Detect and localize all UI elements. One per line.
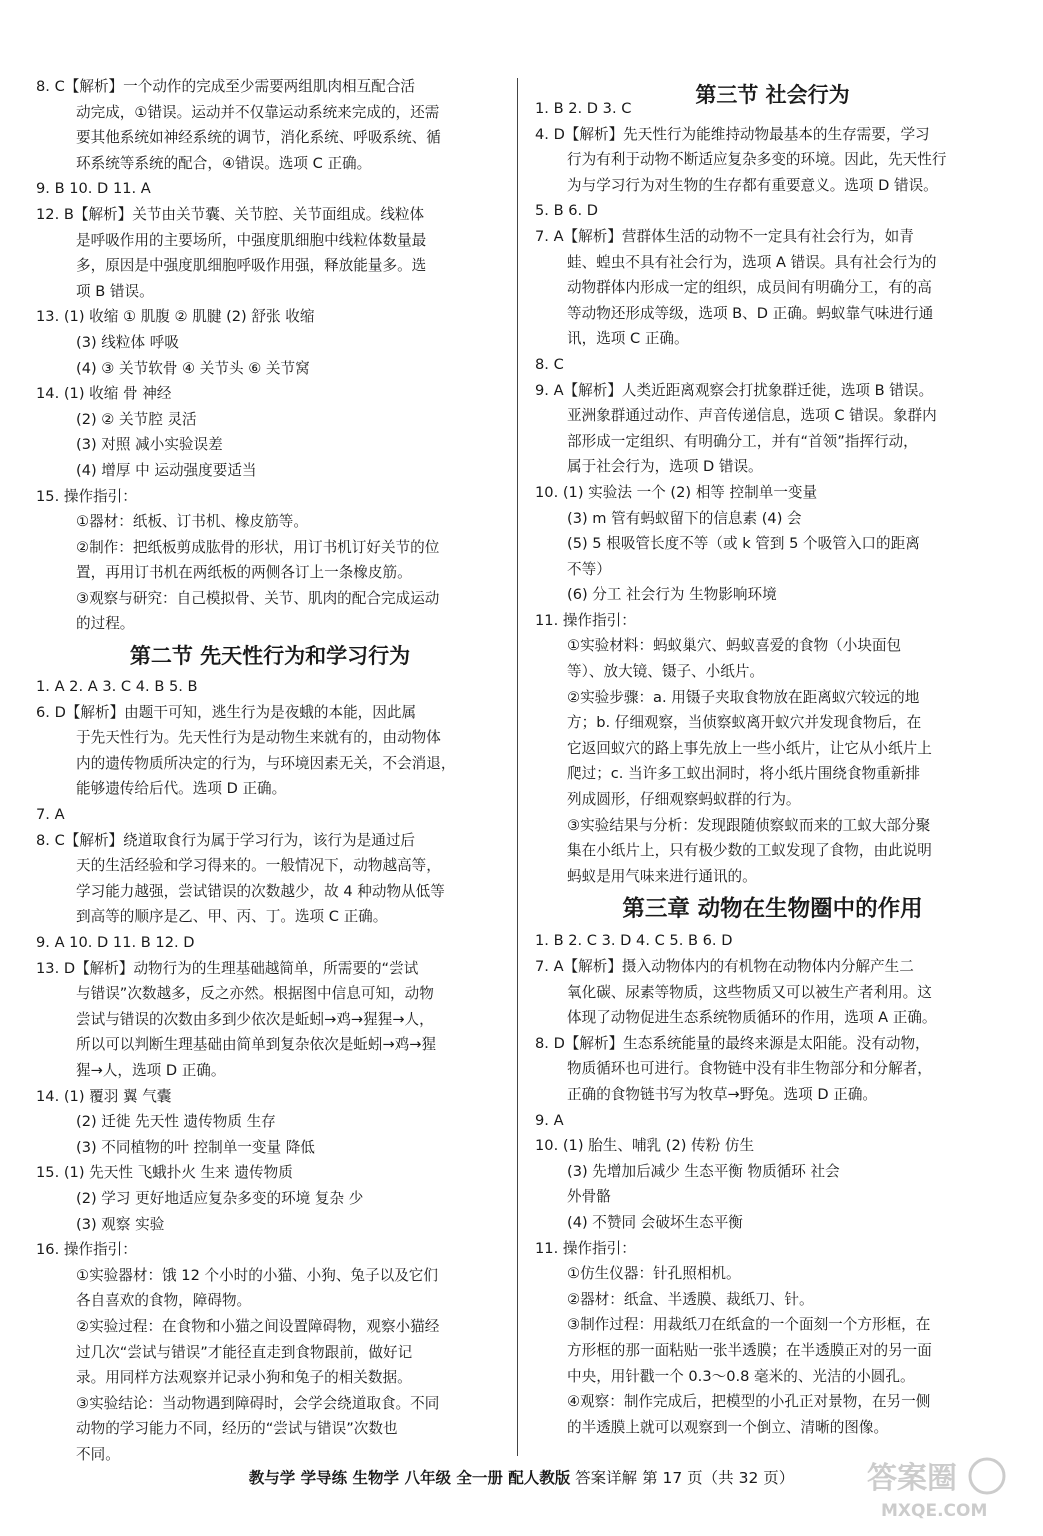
answer-line: (3) 先增加后减少 生态平衡 物质循环 社会 [567,1162,840,1180]
svg-text:MXQE.COM: MXQE.COM [881,1501,988,1521]
answer-line: 4. D【解析】先天性行为能维持动物最基本的生存需要，学习 [535,125,930,143]
answer-line: 6. D【解析】由题干可知，逃生行为是夜蛾的本能，因此属 [36,703,417,721]
answer-line: 环系统等系统的配合，④错误。选项 C 正确。 [76,154,372,172]
answer-line: 16. 操作指引： [36,1241,137,1259]
answer-line: 部形成一定组织、有明确分工，并有“首领”指挥行动， [567,432,918,450]
answer-line: 1. B 2. D 3. C [535,100,632,117]
answer-line: 13. D【解析】动物行为的生理基础越简单，所需要的“尝试 [36,959,419,977]
answer-line: ①实验材料：蚂蚁巢穴、蚂蚁喜爱的食物（小块面包 [567,637,902,655]
answer-line: 物质循环也可进行。食物链中没有非生物部分和分解者， [567,1060,932,1078]
answer-line: 11. 操作指引： [535,1239,636,1257]
answer-line: 8. C [535,355,564,373]
answer-line: 15. 操作指引： [36,487,137,505]
answer-line: 不等） [567,560,611,578]
answer-line: 7. A【解析】营群体生活的动物不一定具有社会行为，如青 [535,227,914,245]
answer-line: ②制作：把纸板剪成肱骨的形状，用订书机订好关节的位 [76,538,440,556]
answer-line: (2) ② 关节腔 灵活 [76,410,197,428]
answer-line: ③制作过程：用裁纸刀在纸盒的一个面刻一个方形框，在 [567,1316,931,1334]
answer-line: ④观察：制作完成后，把模型的小孔正对景物，在另一侧 [567,1393,931,1411]
answer-line: (3) m 管有蚂蚁留下的信息素 (4) 会 [567,509,802,527]
answer-line: 11. 操作指引： [535,611,636,629]
answer-line: 与错误”次数越多，反之亦然。根据图中信息可知，动物 [76,985,434,1003]
answer-line: ②实验过程：在食物和小猫之间设置障碍物，观察小猫经 [76,1317,440,1335]
answer-line: 于先天性行为。先天性行为是动物生来就有的，由动物体 [76,729,441,747]
answer-line: 方；b. 仔细观察，当侦察蚁离开蚁穴并发现食物后，在 [567,714,922,732]
answer-line: 8. D【解析】生态系统能量的最终来源是太阳能。没有动物， [535,1034,930,1052]
svg-text:答案圈: 答案圈 [867,1461,957,1496]
answer-line: 所以可以判断生理基础由简单到复杂依次是蚯蚓→鸡→猩 [76,1036,437,1054]
answer-line: (2) 学习 更好地适应复杂多变的环境 复杂 少 [76,1189,364,1207]
answer-line: 行为有利于动物不断适应复杂多变的环境。因此，先天性行 [567,151,947,169]
answer-line: ③实验结果与分析：发现跟随侦察蚁而来的工蚁大部分聚 [567,816,931,834]
answer-line: 7. A【解析】摄入动物体内的有机物在动物体内分解产生二 [535,958,914,975]
answer-line: 动完成，①错误。运动并不仅靠运动系统来完成的，还需 [76,103,440,121]
section-heading-social-behavior: 第三节 社会行为 [695,83,850,107]
answer-line: 等）、放大镜、镊子、小纸片。 [567,663,765,681]
answer-line: 要其他系统如神经系统的调节，消化系统、呼吸系统、循 [76,129,441,147]
answer-line: 猩→人，选项 D 正确。 [76,1061,226,1079]
answer-line: 的半透膜上就可以观察到一个倒立、清晰的图像。 [567,1418,889,1436]
watermark-logo [859,1450,1009,1522]
answer-line: (2) 迁徙 先天性 遗传物质 生存 [76,1113,276,1131]
answer-line: 集在小纸片上，只有极少数的工蚁发现了食物，由此说明 [567,842,932,860]
answer-line: ②实验步骤：a. 用镊子夹取食物放在距离蚁穴较远的地 [567,688,920,706]
answer-line: 9. A [535,1111,564,1129]
column-divider [517,78,518,1456]
answer-line: ①器材：纸板、订书机、橡皮筋等。 [76,513,308,531]
answer-line: 14. (1) 覆羽 翼 气囊 [36,1087,172,1105]
answer-line: 多，原因是中强度肌细胞呼吸作用强，释放能量多。选 [76,257,427,275]
answer-line: 中央，用针戳一个 0.3～0.8 毫米的、光洁的小圆孔。 [567,1367,915,1385]
answer-line: 1. A 2. A 3. C 4. B 5. B [36,678,198,696]
answer-line: (3) 线粒体 呼吸 [76,333,179,351]
answer-line: 蛙、蝗虫不具有社会行为，选项 A 错误。具有社会行为的 [567,253,937,271]
section-heading: 第三章 动物在生物圈中的作用 [622,896,923,923]
right-answer-column [535,96,1010,1440]
answer-line: 天的生活经验和学习得来的。一般情况下，动物越高等， [76,857,441,875]
section-heading: 第二节 先天性行为和学习行为 [129,644,411,669]
answer-line: (4) ③ 关节软骨 ④ 关节头 ⑥ 关节窝 [76,359,310,377]
answer-line: 不同。 [76,1445,120,1463]
answer-line: (3) 观察 实验 [76,1215,165,1233]
answer-line: 是呼吸作用的主要场所，中强度肌细胞中线粒体数量最 [76,231,427,249]
answer-line: ②器材：纸盒、半透膜、裁纸刀、针。 [567,1290,814,1308]
answer-line: 动物的学习能力不同，经历的“尝试与错误”次数也 [76,1420,398,1438]
answer-line: (4) 不赞同 会破坏生态平衡 [567,1213,743,1231]
answer-line: 尝试与错误的次数由多到少依次是蚯蚓→鸡→猩猩→人， [76,1010,434,1028]
answer-line: 15. (1) 先天性 飞蛾扑火 生来 遗传物质 [36,1164,293,1182]
answer-line: 置，再用订书机在两纸板的两侧各订上一条橡皮筋。 [76,564,412,582]
answer-line: 9. A 10. D 11. B 12. D [36,934,195,951]
answer-line: 13. (1) 收缩 ① 肌腹 ② 肌腱 (2) 舒张 收缩 [36,308,315,326]
answer-line: 内的遗传物质所决定的行为，与环境因素无关，不会消退， [76,754,456,772]
answer-line: ①仿生仪器：针孔照相机。 [567,1265,741,1283]
answer-line: 体现了动物促进生态系统物质循环的作用，选项 A 正确。 [567,1009,937,1027]
footer-book-title: 教与学 学导练 生物学 八年级 全一册 配人教版 [248,1469,571,1487]
answer-line: ①实验器材：饿 12 个小时的小猫、小狗、兔子以及它们 [76,1266,438,1284]
answer-line: 录。用同样方法观察并记录小狗和兔子的相关数据。 [76,1369,412,1387]
answer-line: 蚂蚁是用气味来进行通讯的。 [567,867,757,885]
answer-line: 讯，选项 C 正确。 [567,330,689,348]
answer-line: 8. C【解析】绕道取食行为属于学习行为，该行为是通过后 [36,831,416,849]
answer-line: 亚洲象群通过动作、声音传递信息，选项 C 错误。象群内 [567,407,937,425]
answer-line: 10. (1) 实验法 一个 (2) 相等 控制单一变量 [535,483,818,501]
answer-line: 爬过；c. 当许多工蚁出洞时，将小纸片围绕食物重新排 [567,765,920,783]
answer-line: 等动物还形成等级，选项 B、D 正确。蚂蚁靠气味进行通 [567,304,934,322]
answer-line: ③实验结论：当动物遇到障碍时，会学会绕道取食。不同 [76,1394,440,1412]
answer-line: 它返回蚁穴的路上事先放上一些小纸片，让它从小纸片上 [567,739,932,757]
answer-line: 8. C【解析】一个动作的完成至少需要两组肌肉相互配合活 [36,78,416,95]
answer-line: 项 B 错误。 [76,282,154,300]
answer-line: 9. A【解析】人类近距离观察会打扰象群迁徙，选项 B 错误。 [535,381,934,399]
answer-line: 学习能力越强，尝试错误的次数越少，故 4 种动物从低等 [76,882,445,900]
answer-line: 属于社会行为，选项 D 错误。 [567,458,763,476]
answer-line: 的过程。 [76,615,135,633]
answer-line: 动物群体内形成一定的组织，成员间有明确分工，有的高 [567,279,932,297]
answer-line: 7. A [36,806,65,824]
answer-line: (3) 不同植物的叶 控制单一变量 降低 [76,1138,315,1156]
answer-line: 正确的食物链书写为牧草→野兔。选项 D 正确。 [567,1085,878,1103]
answer-line: 14. (1) 收缩 骨 神经 [36,385,172,403]
answer-line: 到高等的顺序是乙、甲、丙、丁。选项 C 正确。 [76,908,388,926]
answer-line: 各自喜欢的食物，障碍物。 [76,1292,252,1310]
footer-page-info: 答案详解 第 17 页（共 32 页） [570,1469,795,1487]
answer-line: 为与学习行为对生物的生存都有重要意义。选项 D 错误。 [567,176,938,194]
answer-line: 12. B【解析】关节由关节囊、关节腔、关节面组成。线粒体 [36,205,425,223]
answer-line: 9. B 10. D 11. A [36,180,151,198]
answer-line: (6) 分工 社会行为 生物影响环境 [567,586,777,604]
answer-line: 10. (1) 胎生、哺乳 (2) 传粉 仿生 [535,1137,755,1155]
answer-line: (5) 5 根吸管长度不等（或 k 管到 5 个吸管入口的距离 [567,535,920,553]
left-answer-column [36,74,504,1467]
answer-line: (3) 对照 减小实验误差 [76,436,223,454]
answer-line: 列成圆形，仔细观察蚂蚁群的行为。 [567,791,801,809]
answer-line: 过几次“尝试与错误”才能径直走到食物跟前，做好记 [76,1343,413,1361]
answer-line: 1. B 2. C 3. D 4. C 5. B 6. D [535,932,733,950]
answer-line: 5. B 6. D [535,202,599,220]
answer-line: 氧化碳、尿素等物质，这些物质又可以被生产者利用。这 [567,983,932,1001]
answer-line: 外骨骼 [567,1188,611,1206]
answer-line: 能够遗传给后代。选项 D 正确。 [76,780,287,798]
answer-line: ③观察与研究：自己模拟骨、关节、肌肉的配合完成运动 [76,589,440,607]
answer-line: 方形框的那一面粘贴一张半透膜；在半透膜正对的另一面 [567,1341,932,1359]
answer-line: (4) 增厚 中 运动强度要适当 [76,461,257,479]
